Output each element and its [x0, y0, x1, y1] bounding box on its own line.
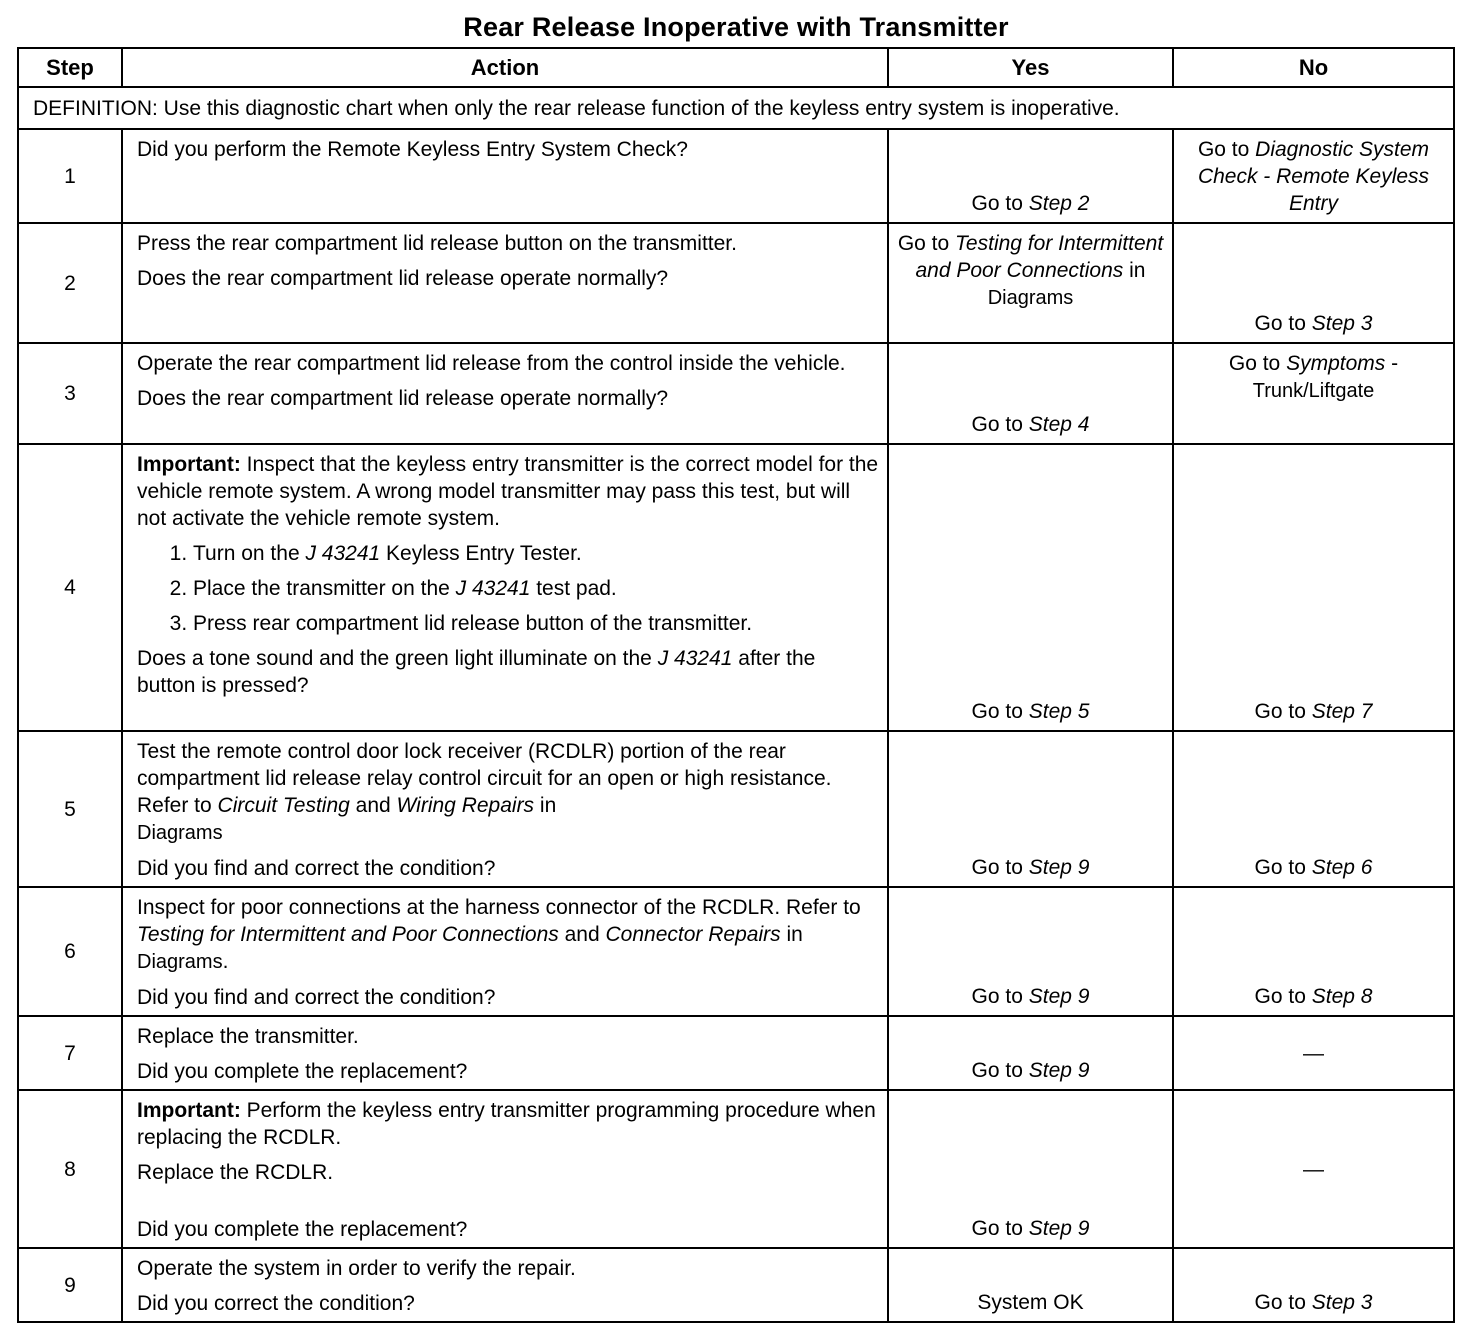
yes-cell: [888, 1090, 1173, 1248]
yes-cell: [888, 129, 1173, 223]
table-row: [18, 1248, 1454, 1322]
go-to-text: Go to: [1254, 312, 1306, 335]
go-to-text: Go to: [1254, 1291, 1306, 1314]
action-text: Test the remote control door lock receiver (RCDLR) portion of the rear compartment lid release relay control circuit for an open or high resistance. Refer to Circuit Testing and Wiring Repairs in Diagrams: [137, 740, 832, 844]
step-number: 9: [18, 1248, 122, 1322]
yes-link[interactable]: Step 2: [1028, 192, 1090, 215]
step-number: 4: [18, 444, 122, 731]
action-cell: [122, 223, 888, 343]
action-question: Did you correct the condition?: [137, 1292, 415, 1315]
no-cell: [1173, 343, 1454, 444]
action-cell: [122, 444, 888, 731]
list-item: 2. Place the transmitter on the J 43241 test pad.: [193, 575, 879, 602]
yes-link[interactable]: Testing for Intermittent and Poor Connections: [915, 232, 1164, 282]
table-row: [18, 731, 1454, 887]
action-text: Operate the rear compartment lid release from the control inside the vehicle.: [137, 352, 846, 375]
step-number: 6: [18, 887, 122, 1016]
header-row: [18, 48, 1454, 87]
yes-cell: [888, 887, 1173, 1016]
action-cell: [122, 1016, 888, 1090]
diagnostic-table: [17, 47, 1455, 1323]
yes-cell: [888, 731, 1173, 887]
no-cell: [1173, 1248, 1454, 1322]
no-suffix: -: [1385, 352, 1399, 375]
in-text: in: [1129, 259, 1146, 282]
action-text: Replace the RCDLR.: [137, 1161, 334, 1184]
go-to-text: Go to: [971, 192, 1023, 215]
yes-cell: [888, 223, 1173, 343]
no-cell: [1173, 1090, 1454, 1248]
no-link[interactable]: Step 8: [1311, 985, 1373, 1008]
important-note: [137, 1097, 879, 1151]
table-row: [18, 1016, 1454, 1090]
yes-link[interactable]: Step 9: [1028, 856, 1090, 879]
yes-cell: [888, 1016, 1173, 1090]
action-cell: [122, 1090, 888, 1248]
doc-ref[interactable]: Testing for Intermittent and Poor Connections: [137, 923, 559, 946]
go-to-text: Go to: [1254, 985, 1306, 1008]
doc-ref[interactable]: Circuit Testing: [217, 794, 350, 817]
page-title: Rear Release Inoperative with Transmitter: [463, 12, 1009, 42]
no-cell: [1173, 1016, 1454, 1090]
go-to-text: Go to: [971, 1217, 1023, 1240]
table-row: [18, 444, 1454, 731]
step-number: 5: [18, 731, 122, 887]
action-question: Did you complete the replacement?: [137, 1060, 468, 1083]
yes-link[interactable]: Step 5: [1028, 700, 1090, 723]
no-link[interactable]: Step 7: [1311, 700, 1373, 723]
action-question: Did you complete the replacement?: [137, 1218, 468, 1241]
doc-ref[interactable]: Connector Repairs: [605, 923, 781, 946]
no-cell: [1173, 129, 1454, 223]
important-text: Perform the keyless entry transmitter programming procedure when replacing the RCDLR.: [137, 1099, 876, 1149]
step-number: 8: [18, 1090, 122, 1248]
definition-row: [18, 87, 1454, 129]
go-to-text: Go to: [1254, 700, 1306, 723]
table-row: [18, 129, 1454, 223]
tool-ref: J 43241: [455, 577, 531, 600]
go-to-text: Go to: [971, 985, 1023, 1008]
header-no: No: [1173, 48, 1454, 87]
yes-link[interactable]: Step 4: [1028, 413, 1090, 436]
definition: DEFINITION: Use this diagnostic chart when only the rear release function of the keyless entry system is inoperative.: [18, 87, 1454, 129]
action-question: Does the rear compartment lid release operate normally?: [137, 267, 669, 290]
step-number: 7: [18, 1016, 122, 1090]
go-to-text: Go to: [971, 700, 1023, 723]
important-note: [137, 451, 879, 532]
go-to-text: Go to: [897, 232, 950, 255]
diagrams-text: Diagrams: [137, 951, 223, 973]
step-number: 2: [18, 223, 122, 343]
action-cell: [122, 129, 888, 223]
doc-ref[interactable]: Wiring Repairs: [396, 794, 535, 817]
list-item: 3. Press rear compartment lid release button of the transmitter.: [193, 610, 879, 637]
yes-link[interactable]: Step 9: [1028, 985, 1090, 1008]
action-text: Press the rear compartment lid release button on the transmitter.: [137, 232, 737, 255]
important-text: Inspect that the keyless entry transmitter is the correct model for the vehicle remote system. A wrong model transmitter may pass this test, but will not activate the vehicle remote system.: [137, 453, 879, 530]
no-subtext: Trunk/Liftgate: [1252, 380, 1375, 402]
no-cell: [1173, 731, 1454, 887]
step-number: 3: [18, 343, 122, 444]
tool-ref: J 43241: [305, 542, 381, 565]
action-cell: [122, 1248, 888, 1322]
yes-cell: [888, 1248, 1173, 1322]
action-text: Did you perform the Remote Keyless Entry System Check?: [137, 138, 688, 161]
action-text: Operate the system in order to verify the repair.: [137, 1257, 576, 1280]
go-to-text: Go to: [1197, 138, 1250, 161]
no-dash: —: [1303, 1158, 1324, 1181]
yes-cell: [888, 343, 1173, 444]
action-cell: [122, 731, 888, 887]
tool-ref: J 43241: [657, 647, 733, 670]
table-row: [18, 887, 1454, 1016]
step-number: 1: [18, 129, 122, 223]
important-label: Important:: [137, 453, 241, 476]
yes-link[interactable]: Step 9: [1028, 1059, 1090, 1082]
no-link[interactable]: Symptoms: [1286, 352, 1386, 375]
action-cell: [122, 343, 888, 444]
diagrams-text: Diagrams: [137, 822, 223, 844]
table-row: [18, 343, 1454, 444]
action-question: Does a tone sound and the green light illuminate on the J 43241 after the button is pressed?: [137, 647, 816, 697]
go-to-text: Go to: [971, 1059, 1023, 1082]
go-to-text: Go to: [971, 856, 1023, 879]
diagrams-text: Diagrams: [987, 287, 1074, 309]
yes-text: System OK: [977, 1291, 1084, 1314]
list-item: 1. Turn on the J 43241 Keyless Entry Tester.: [193, 540, 879, 567]
yes-link[interactable]: Step 9: [1028, 1217, 1090, 1240]
header-action: Action: [122, 48, 888, 87]
action-question: Did you find and correct the condition?: [137, 986, 496, 1009]
go-to-text: Go to: [1254, 856, 1306, 879]
important-label: Important:: [137, 1099, 241, 1122]
action-cell: [122, 887, 888, 1016]
go-to-text: Go to: [1228, 352, 1281, 375]
procedure-list: [137, 540, 879, 637]
no-link[interactable]: Step 6: [1311, 856, 1373, 879]
action-text: Inspect for poor connections at the harness connector of the RCDLR. Refer to Testing for Intermittent and Poor Connections and Connector Repairs in Diagrams.: [137, 896, 861, 973]
no-cell: [1173, 887, 1454, 1016]
action-question: Does the rear compartment lid release operate normally?: [137, 387, 669, 410]
header-step: Step: [18, 48, 122, 87]
no-link[interactable]: Diagnostic System Check - Remote Keyless Entry: [1197, 138, 1430, 215]
no-link[interactable]: Step 3: [1311, 1291, 1373, 1314]
action-question: Did you find and correct the condition?: [137, 857, 496, 880]
table-row: [18, 1090, 1454, 1248]
no-dash: —: [1303, 1042, 1324, 1065]
no-cell: [1173, 223, 1454, 343]
header-yes: Yes: [888, 48, 1173, 87]
go-to-text: Go to: [971, 413, 1023, 436]
no-cell: [1173, 444, 1454, 731]
action-text: Replace the transmitter.: [137, 1025, 359, 1048]
no-link[interactable]: Step 3: [1311, 312, 1373, 335]
table-row: [18, 223, 1454, 343]
yes-cell: [888, 444, 1173, 731]
